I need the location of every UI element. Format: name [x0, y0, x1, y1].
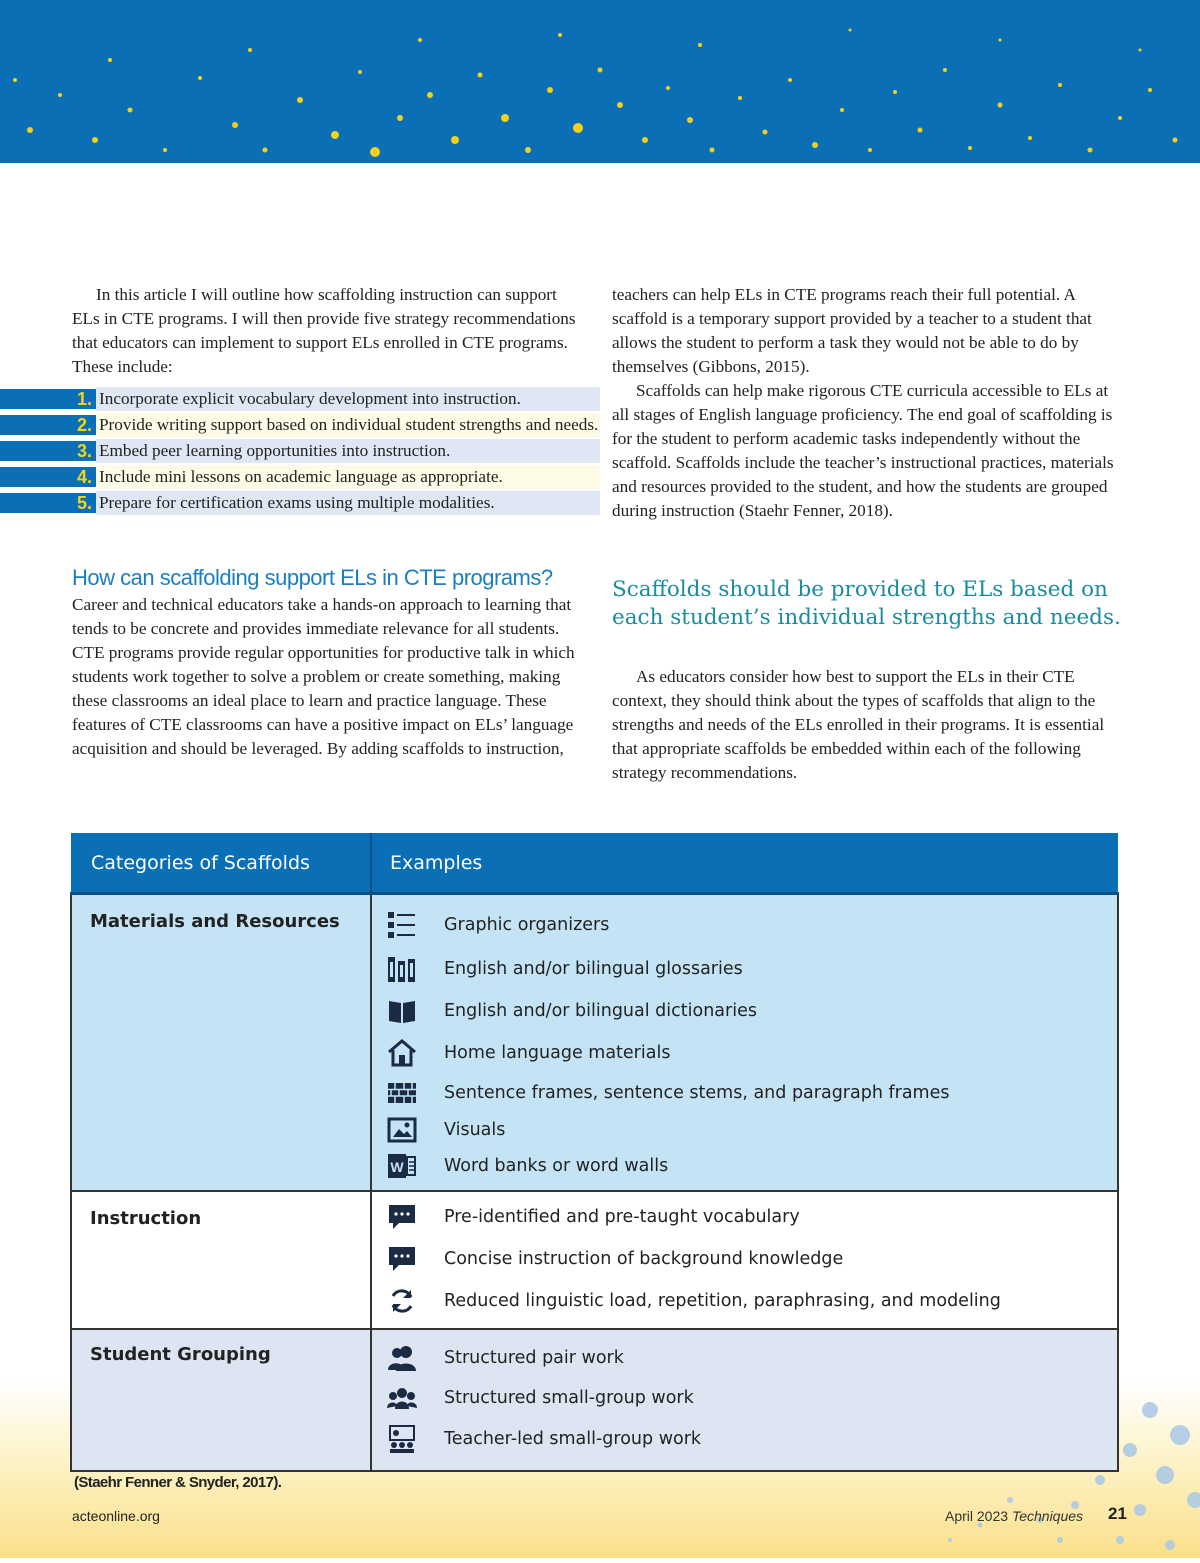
example-item	[372, 1112, 1117, 1148]
strategy-number: 2.	[0, 415, 96, 435]
example-text: Home language materials	[444, 1043, 671, 1063]
section-heading: How can scaffolding support ELs in CTE programs?	[72, 565, 553, 590]
strategy-item-1	[0, 387, 600, 411]
strategy-list	[0, 387, 600, 517]
right-paragraph-3: As educators consider how best to support the ELs in their CTE context, they should think about the types of scaffolds that align to the strengths and needs of the ELs enrolled in their programs. It is essential that appropriate scaffolds be embedded within each of the following strategy recommendations.	[612, 667, 1105, 782]
footer-site: acteonline.org	[72, 1508, 160, 1524]
intro-paragraph: In this article I will outline how scaffolding instruction can support ELs in CTE programs. I will then provide five strategy recommendations that educators can implement to support ELs enrolled in CTE programs. These include:	[72, 285, 576, 376]
category-cell: Student Grouping	[71, 1329, 371, 1471]
strategy-number: 4.	[0, 467, 96, 487]
footer-date: April 2023	[945, 1508, 1009, 1524]
example-item	[372, 1280, 1117, 1322]
table-header-row	[71, 833, 1118, 894]
example-text: Pre-identified and pre-taught vocabulary	[444, 1207, 800, 1227]
teacher-icon	[386, 1423, 418, 1455]
example-item	[372, 1032, 1117, 1074]
checklist-icon	[386, 909, 418, 941]
chat-bubble-icon	[386, 1243, 418, 1275]
example-item	[372, 947, 1117, 990]
header-examples: Examples	[371, 833, 1118, 894]
right-column	[612, 283, 1128, 523]
example-text: Graphic organizers	[444, 915, 610, 935]
examples-cell	[371, 1191, 1118, 1329]
svg-text:W: W	[390, 1159, 404, 1175]
strategy-text: Embed peer learning opportunities into instruction.	[96, 439, 600, 463]
example-text: Teacher-led small-group work	[444, 1429, 702, 1449]
strategy-item-3	[0, 439, 600, 463]
right-paragraph-2: Scaffolds can help make rigorous CTE curricula accessible to ELs at all stages of English language proficiency. The end goal of scaffolding is for the student to perform academic tasks independently without the scaffold. Scaffolds include the teacher’s instructional practices, materials and resources provided to the student, and how the students are grouped during instruction (Staehr Fenner, 2018).	[612, 381, 1114, 520]
example-text: Concise instruction of background knowledge	[444, 1249, 844, 1269]
category-cell: Materials and Resources	[71, 894, 371, 1192]
example-item	[372, 1148, 1117, 1184]
section-body-column	[72, 593, 584, 761]
word-doc-icon	[386, 1150, 418, 1182]
refresh-icon	[386, 1285, 418, 1317]
example-text: Structured pair work	[444, 1348, 624, 1368]
table-row-grouping	[71, 1329, 1118, 1471]
examples-cell	[371, 894, 1118, 1192]
scaffolds-table	[70, 833, 1119, 1472]
strategy-text: Prepare for certification exams using multiple modalities.	[96, 491, 600, 515]
footer-issue	[945, 1508, 1083, 1524]
footer-magazine: Techniques	[1011, 1508, 1084, 1524]
example-item	[372, 903, 1117, 947]
strategy-number: 3.	[0, 441, 96, 461]
strategy-number: 1.	[0, 389, 96, 409]
example-item	[372, 1338, 1117, 1378]
right-paragraph-1: teachers can help ELs in CTE programs reach their full potential. A scaffold is a temporary support provided by a teacher to a student that allows the student to perform a task they would not be able to do by themselves (Gibbons, 2015).	[612, 285, 1092, 376]
pull-quote: Scaffolds should be provided to ELs based on each student’s individual strengths and needs.	[612, 577, 1121, 630]
brick-wall-icon	[386, 1077, 418, 1109]
page-number: 21	[1108, 1504, 1127, 1523]
header-category: Categories of Scaffolds	[71, 833, 371, 894]
example-text: Word banks or word walls	[444, 1156, 669, 1176]
strategy-text: Include mini lessons on academic language as appropriate.	[96, 465, 600, 489]
intro-column	[72, 283, 584, 379]
example-text: English and/or bilingual dictionaries	[444, 1001, 757, 1021]
strategy-text: Incorporate explicit vocabulary development into instruction.	[96, 387, 600, 411]
example-text: Reduced linguistic load, repetition, paraphrasing, and modeling	[444, 1291, 1001, 1311]
example-text: Structured small-group work	[444, 1388, 694, 1408]
example-item	[372, 1238, 1117, 1280]
group-icon	[386, 1382, 418, 1414]
strategy-item-5	[0, 491, 600, 515]
home-icon	[386, 1037, 418, 1069]
right-column-lower	[612, 665, 1128, 785]
examples-cell	[371, 1329, 1118, 1471]
section-body: Career and technical educators take a hands-on approach to learning that tends to be concrete and provides immediate relevance for all students. CTE programs provide regular opportunities for productive talk in which students work together to solve a problem or create something, making these classrooms an ideal place to learn and practice language. These features of CTE classrooms can have a positive impact on ELs’ language acquisition and should be leveraged. By adding scaffolds to instruction,	[72, 595, 575, 758]
strategy-number: 5.	[0, 493, 96, 513]
example-item	[372, 1418, 1117, 1460]
example-item	[372, 1074, 1117, 1112]
strategy-item-2	[0, 413, 600, 437]
table-row-instruction	[71, 1191, 1118, 1329]
strategy-item-4	[0, 465, 600, 489]
category-cell: Instruction	[71, 1191, 371, 1329]
example-text: Visuals	[444, 1120, 506, 1140]
example-text: English and/or bilingual glossaries	[444, 958, 743, 979]
table-citation: (Staehr Fenner & Snyder, 2017).	[74, 1474, 282, 1491]
strategy-text: Provide writing support based on individual student strengths and needs.	[96, 413, 600, 437]
example-text: Sentence frames, sentence stems, and paragraph frames	[444, 1083, 950, 1103]
chat-bubble-icon	[386, 1201, 418, 1233]
example-item	[372, 1196, 1117, 1238]
header-banner	[0, 0, 1200, 163]
confetti-dots	[0, 0, 1200, 163]
books-icon	[386, 953, 418, 985]
pair-icon	[386, 1342, 418, 1374]
example-item	[372, 990, 1117, 1032]
image-icon	[386, 1114, 418, 1146]
open-book-icon	[386, 995, 418, 1027]
table-row-materials	[71, 894, 1118, 1192]
example-item	[372, 1378, 1117, 1418]
